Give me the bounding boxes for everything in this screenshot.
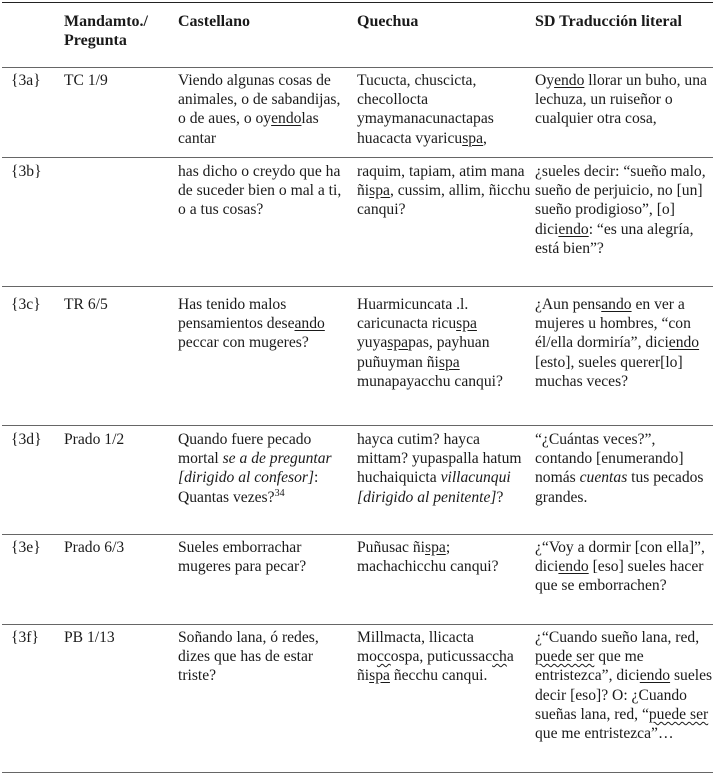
header-castellano: Castellano: [178, 13, 250, 30]
row-ref: PB 1/13: [64, 629, 115, 646]
row-ref: Prado 6/3: [64, 539, 125, 556]
row-quechua: raquim, tapiam, atim mana ñispa, cussim, allim, ñicchu canqui?: [357, 163, 531, 219]
row-castellano: has dicho o creydo que ha de suceder bien o mal a ti, o a tus cosas?: [178, 163, 342, 219]
row-id: {3a}: [11, 72, 41, 89]
row-castellano: Sueles emborrachar mugeres para pecar?: [178, 539, 307, 576]
table-row: [2, 158, 713, 286]
row-quechua: Huarmicuncata .l. caricunacta ricuspa yuyaspapas, payhuan puñuyman ñispa munapayacchu canqui?: [357, 296, 503, 390]
row-ref: TR 6/5: [64, 296, 108, 313]
table-row: [2, 535, 713, 624]
row-ref: [60, 162, 173, 286]
row-id: {3d}: [11, 431, 42, 448]
row-ref: TC 1/9: [64, 72, 108, 89]
row-traduccion: Oyendo llorar un buho, una lechuza, un ruiseñor o cualquier otra cosa,: [535, 72, 707, 128]
row-traduccion: ¿Aun pensando en ver a mujeres u hombres, “con él/ella dormiría”, diciendo [esto], sueles querer[lo] muchas veces?: [535, 296, 700, 390]
header-id: [2, 12, 60, 67]
header-traduccion: SD Traducción literal: [535, 13, 682, 30]
header-quechua: Quechua: [357, 13, 419, 30]
table-row: [2, 426, 713, 534]
row-castellano: Quando fuere pecado mortal se a de preguntar [dirigido al confesor]: Quantas vezes?$^{34}$: [178, 431, 332, 506]
row-quechua: Millmacta, llicacta moccospa, puticussaccha ñispa ñecchu canqui.: [357, 629, 514, 685]
row-quechua: Tucucta, chuscicta, checollocta ymaymanacunactapas huacacta vyaricuspa,: [357, 72, 494, 147]
row-id: {3f}: [11, 629, 39, 646]
table-row: [2, 625, 713, 772]
table-header: [2, 3, 713, 67]
row-traduccion: ¿“Voy a dormir [con ella]”, diciendo [eso] sueles hacer que se emborrachen?: [535, 539, 705, 595]
row-castellano: Has tenido malos pensamientos deseando peccar con mugeres?: [178, 296, 325, 352]
table-row: [2, 287, 713, 425]
row-id: {3c}: [11, 296, 41, 313]
row-traduccion: “¿Cuántas veces?”, contando [enumerando] nomás cuentas tus pecados grandes.: [535, 431, 704, 506]
glossary-table: [2, 2, 713, 773]
row-castellano: Soñando lana, ó redes, dizes que has de estar triste?: [178, 629, 319, 685]
row-ref: Prado 1/2: [64, 431, 125, 448]
row-id: {3b}: [11, 163, 42, 180]
row-traduccion: ¿sueles decir: “sueño malo, sueño de perjuicio, no [un] sueño prodigioso”, [o] diciendo: “es una alegría, está bien”?: [535, 163, 706, 257]
row-id: {3e}: [11, 539, 41, 556]
row-castellano: Viendo algunas cosas de animales, o de sabandijas, o de aues, o oyendolas cantar: [178, 72, 341, 147]
row-quechua: hayca cutim? hayca mittam? yupaspalla hatum huchaiquicta villacunqui [dirigido al penitente]?: [357, 431, 522, 506]
row-traduccion: ¿“Cuando sueño lana, red, puede ser que me entristezca”, diciendo sueles decir [eso]? O: ¿Cuando sueñas lana, red, “puede ser que me entristezca”…: [535, 629, 713, 743]
header-mandamiento: Mandamto./ Pregunta: [64, 13, 148, 49]
table-row: [2, 68, 713, 157]
row-quechua: Puñusac ñispa; machachicchu canqui?: [357, 539, 499, 576]
